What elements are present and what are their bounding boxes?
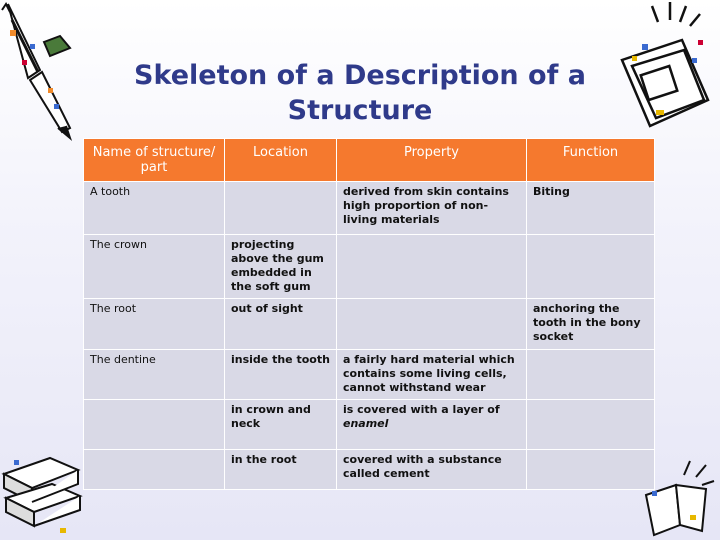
cell-property: covered with a substance called cement — [337, 450, 527, 490]
book-stack-icon — [0, 440, 85, 540]
cell-name: The dentine — [84, 350, 225, 400]
cell-function — [527, 350, 655, 400]
table-header-row — [84, 139, 655, 182]
cell-function — [527, 235, 655, 299]
header-function: Function — [527, 139, 655, 182]
cell-function — [527, 450, 655, 490]
cell-property: a fairly hard material which contains some living cells, cannot withstand wear — [337, 350, 527, 400]
table-row — [84, 350, 655, 400]
table-row — [84, 235, 655, 299]
cell-name: A tooth — [84, 182, 225, 235]
cell-function — [527, 400, 655, 450]
cell-name: The crown — [84, 235, 225, 299]
property-emphasis: enamel — [343, 417, 389, 430]
cell-property: derived from skin contains high proportion of non-living materials — [337, 182, 527, 235]
header-name: Name of structure/ part — [84, 139, 225, 182]
header-property: Property — [337, 139, 527, 182]
header-location: Location — [225, 139, 337, 182]
cell-name — [84, 450, 225, 490]
cell-name — [84, 400, 225, 450]
open-book-icon — [612, 0, 720, 135]
cell-function: Biting — [527, 182, 655, 235]
cell-location: in the root — [225, 450, 337, 490]
cell-location: inside the tooth — [225, 350, 337, 400]
table-row — [84, 299, 655, 350]
cell-location — [225, 182, 337, 235]
cell-property — [337, 235, 527, 299]
title-line-1: Skeleton of a Description of a — [134, 60, 586, 91]
table-row — [84, 450, 655, 490]
table-row — [84, 400, 655, 450]
cell-function: anchoring the tooth in the bony socket — [527, 299, 655, 350]
structure-table — [83, 138, 655, 490]
cell-property — [337, 400, 527, 450]
cell-name: The root — [84, 299, 225, 350]
pencil-icon — [0, 0, 85, 150]
cell-location: projecting above the gum embedded in the soft gum — [225, 235, 337, 299]
cell-location: out of sight — [225, 299, 337, 350]
table-row — [84, 182, 655, 235]
cell-location: in crown and neck — [225, 400, 337, 450]
cell-property — [337, 299, 527, 350]
property-text: is covered with a layer of — [343, 403, 500, 416]
title-line-2: Structure — [287, 95, 433, 126]
page-title — [100, 58, 620, 128]
